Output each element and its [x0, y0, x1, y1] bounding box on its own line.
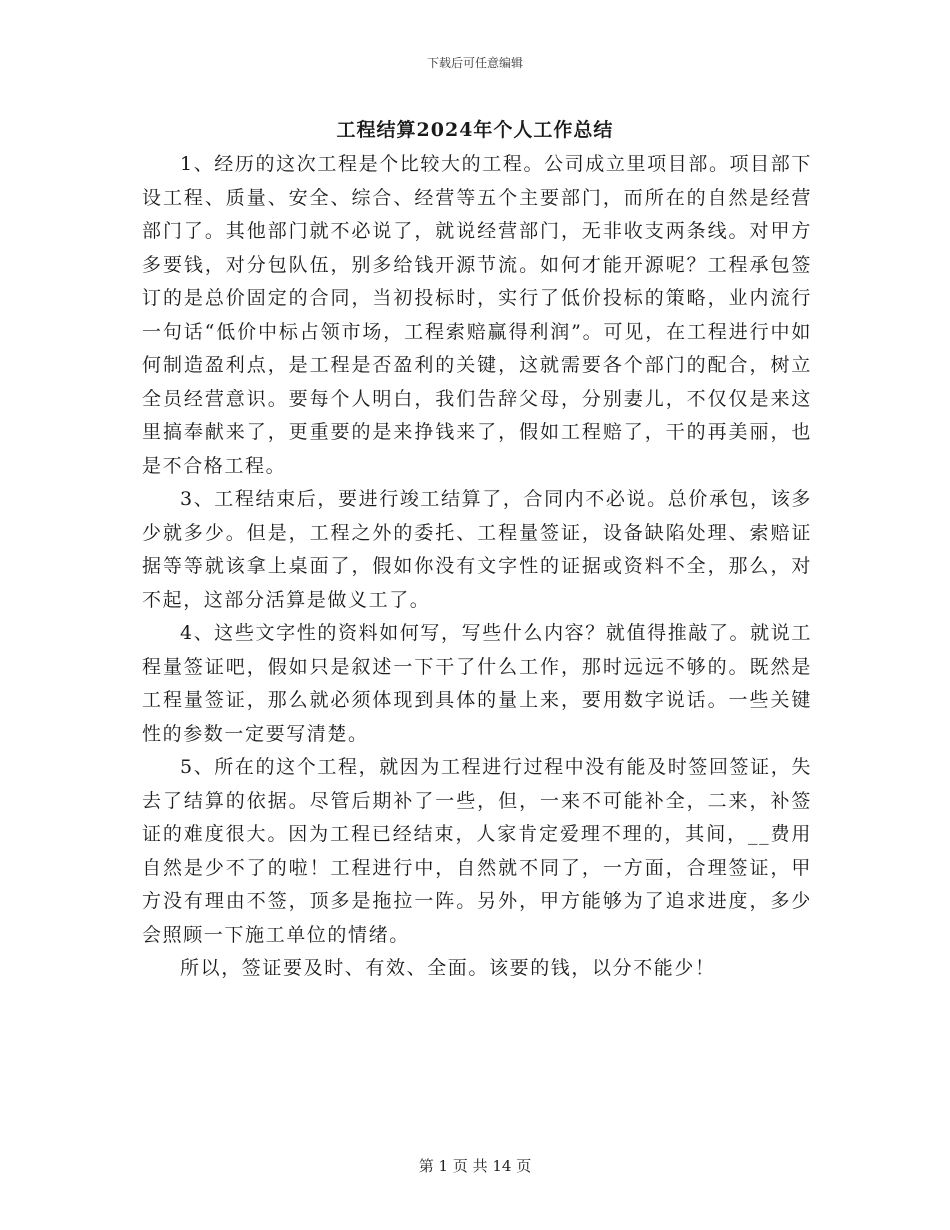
page-number: 第 1 页 共 14 页: [418, 1157, 532, 1175]
paragraph-4: 4、这些文字性的资料如何写，写些什么内容？就值得推敲了。就说工程量签证吧，假如只是叙述一下干了什么工作，那时远远不够的。既然是工程量签证，那么就必须体现到具体的量上来，要用数字说话。一些关键性的参数一定要写清楚。: [142, 622, 812, 745]
document-title: 工程结算2024年个人工作总结: [336, 119, 614, 141]
paragraph-5: 5、所在的这个工程，就因为工程进行过程中没有能及时签回签证，失去了结算的依据。尽管后期补了一些，但，一来不可能补全，二来，补签证的难度很大。因为工程已经结束，人家肯定爱理不理的，其间，__费用自然是少不了的啦！工程进行中，自然就不同了，一方面，合理签证，甲方没有理由不签，顶多是拖拉一阵。另外，甲方能够为了追求进度，多少会照顾一下施工单位的情绪。: [142, 756, 812, 946]
paragraph-conclusion: 所以，签证要及时、有效、全面。该要的钱，以分不能少！: [180, 957, 716, 979]
paragraph-1: 1、经历的这次工程是个比较大的工程。公司成立里项目部。项目部下设工程、质量、安全、综合、经营等五个主要部门，而所在的自然是经营部门了。其他部门就不必说了，就说经营部门，无非收支两条线。对甲方多要钱，对分包队伍，别多给钱开源节流。如何才能开源呢？工程承包签订的是总价固定的合同，当初投标时，实行了低价投标的策略，业内流行一句话“低价中标占领市场，工程索赔赢得利润”。可见，在工程进行中如何制造盈利点，是工程是否盈利的关键，这就需要各个部门的配合，树立全员经营意识。要每个人明白，我们告辞父母，分别妻儿，不仅仅是来这里搞奉献来了，更重要的是来挣钱来了，假如工程赔了，干的再美丽，也是不合格工程。: [142, 153, 812, 477]
document-body: [142, 148, 812, 986]
page-header-note: 下载后可任意编辑: [426, 56, 523, 70]
paragraph-3: 3、工程结束后，要进行竣工结算了，合同内不必说。总价承包，该多少就多少。但是，工程之外的委托、工程量签证，设备缺陷处理、索赔证据等等就该拿上桌面了，假如你没有文字性的证据或资料不全，那么，对不起，这部分活算是做义工了。: [142, 488, 812, 611]
